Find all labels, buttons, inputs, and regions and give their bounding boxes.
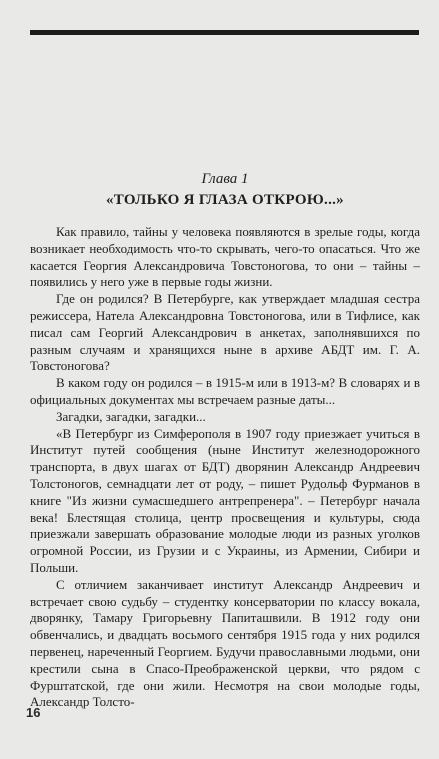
bleed-through-texture [0,38,439,163]
paragraph: С отличием заканчивает институт Александр Андреевич и встречает свою судьбу – студентку консерватории по классу вокала, дворянку, Тамару Григорьевну Папиташвили. В 1912 году они обвенчались, и двадцать восьмого сентября 1915 года у них родился первенец, нареченный Георгием. Будучи православными людьми, они крестили сына в Спасо-Преображенской церкви, что рядом с Фурштатской, где они жили. Несмотря на свои молодые годы, Александр Толсто- [30,576,420,710]
chapter-label: Глава 1 [201,171,249,187]
paragraph: Загадки, загадки, загадки... [56,408,206,424]
paragraph: Где он родился? В Петербурге, как утверждает младшая сестра режиссера, Натела Александровна Товстоногова, или в Тифлисе, как писал сам Георгий Александрович в анкетах, заполнявшихся по разным случаям и хранящихся ныне в архиве АБДТ им. Г. А. Товстоногова? [30,291,420,374]
paragraph: «В Петербург из Симферополя в 1907 году приезжает учиться в Институт путей сообщения (ныне Институт железнодорожного транспорта, в двух шагах от БДТ) дворянин Александр Андреевич Толстоногов, семнадцати лет от роду, – пишет Рудольф Фурманов в книге "Из жизни сумасшедшего антрепренера". – Петербург начала века! Блестящая столица, центр просвещения и культуры, сюда приезжали завершать образование молодые люди из разных уголков огромной России, из Грузии и с Украины, из Армении, Сибири и Польши. [30,425,420,575]
page-number: 16 [26,705,41,720]
paragraph: Как правило, тайны у человека появляются в зрелые годы, когда возникает необходимость что-то скрывать, чего-то опасаться. Что же касается Георгия Александровича Товстоногова, то они – тайны – появились у него уже в первые годы жизни. [30,224,420,290]
paragraph: В каком году он родился – в 1915-м или в 1913-м? В словарях и в официальных документах мы встречаем разные даты... [30,375,420,407]
page-content [30,170,420,711]
top-rule [30,30,419,35]
chapter-title: «ТОЛЬКО Я ГЛАЗА ОТКРОЮ...» [106,192,344,208]
